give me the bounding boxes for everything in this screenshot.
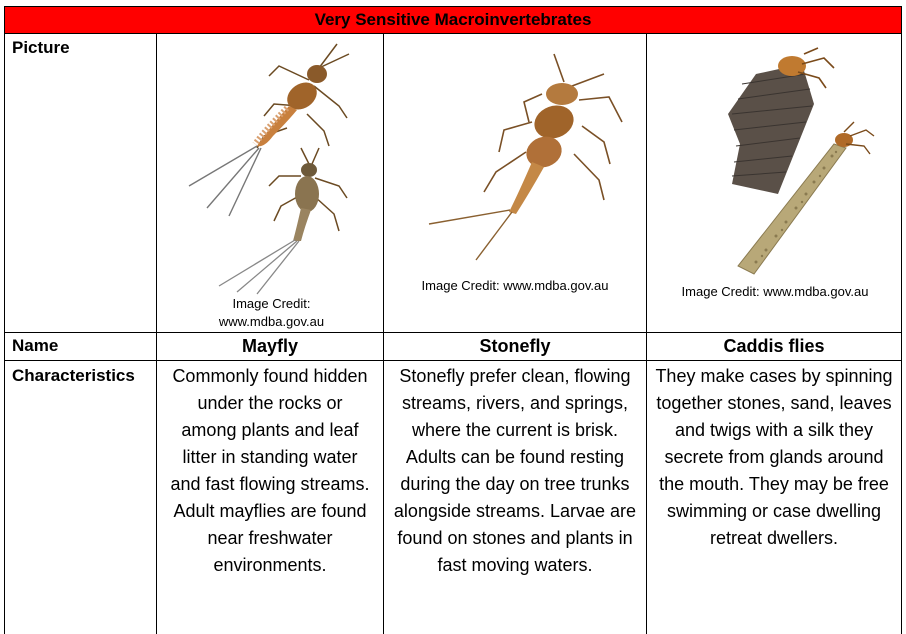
characteristics-mayfly: Commonly found hidden under the rocks or among plants and leaf litter in standing water and fast flowing streams. Adult mayflies are found near freshwater environments. bbox=[170, 366, 370, 575]
caddisfly-larva-illustration bbox=[694, 44, 894, 284]
stonefly-larva-illustration bbox=[404, 52, 629, 262]
credit-line: Image Credit: bbox=[232, 296, 311, 311]
row-label-picture: Picture bbox=[12, 38, 70, 57]
characteristics-stonefly: Stonefly prefer clean, flowing streams, rivers, and springs, where the current is brisk. Adults can be found resting during the day on tree trunks alongside streams. Larvae are found on stones and plants in fast moving waters. bbox=[393, 366, 637, 575]
name-stonefly: Stonefly bbox=[479, 336, 551, 356]
name-mayfly: Mayfly bbox=[241, 336, 299, 356]
mayfly-larva-illustration bbox=[169, 36, 374, 296]
row-label-name: Name bbox=[12, 336, 59, 355]
macroinvertebrate-table bbox=[4, 6, 902, 634]
mayfly-image-credit bbox=[169, 295, 374, 331]
column-divider bbox=[901, 34, 902, 634]
credit-line: www.mdba.gov.au bbox=[218, 314, 325, 329]
name-caddisflies: Caddis flies bbox=[723, 336, 825, 356]
table-title: Very Sensitive Macroinvertebrates bbox=[314, 10, 592, 29]
characteristics-caddisflies: They make cases by spinning together stones, sand, leaves and twigs with a silk they secrete from glands around the mouth. They may be free swimming or case dwelling retreat dwellers. bbox=[655, 366, 893, 548]
stonefly-image-credit: Image Credit: www.mdba.gov.au bbox=[421, 278, 609, 293]
caddisfly-image-credit: Image Credit: www.mdba.gov.au bbox=[681, 284, 869, 299]
row-label-characteristics: Characteristics bbox=[12, 366, 135, 385]
table-header bbox=[4, 6, 902, 34]
